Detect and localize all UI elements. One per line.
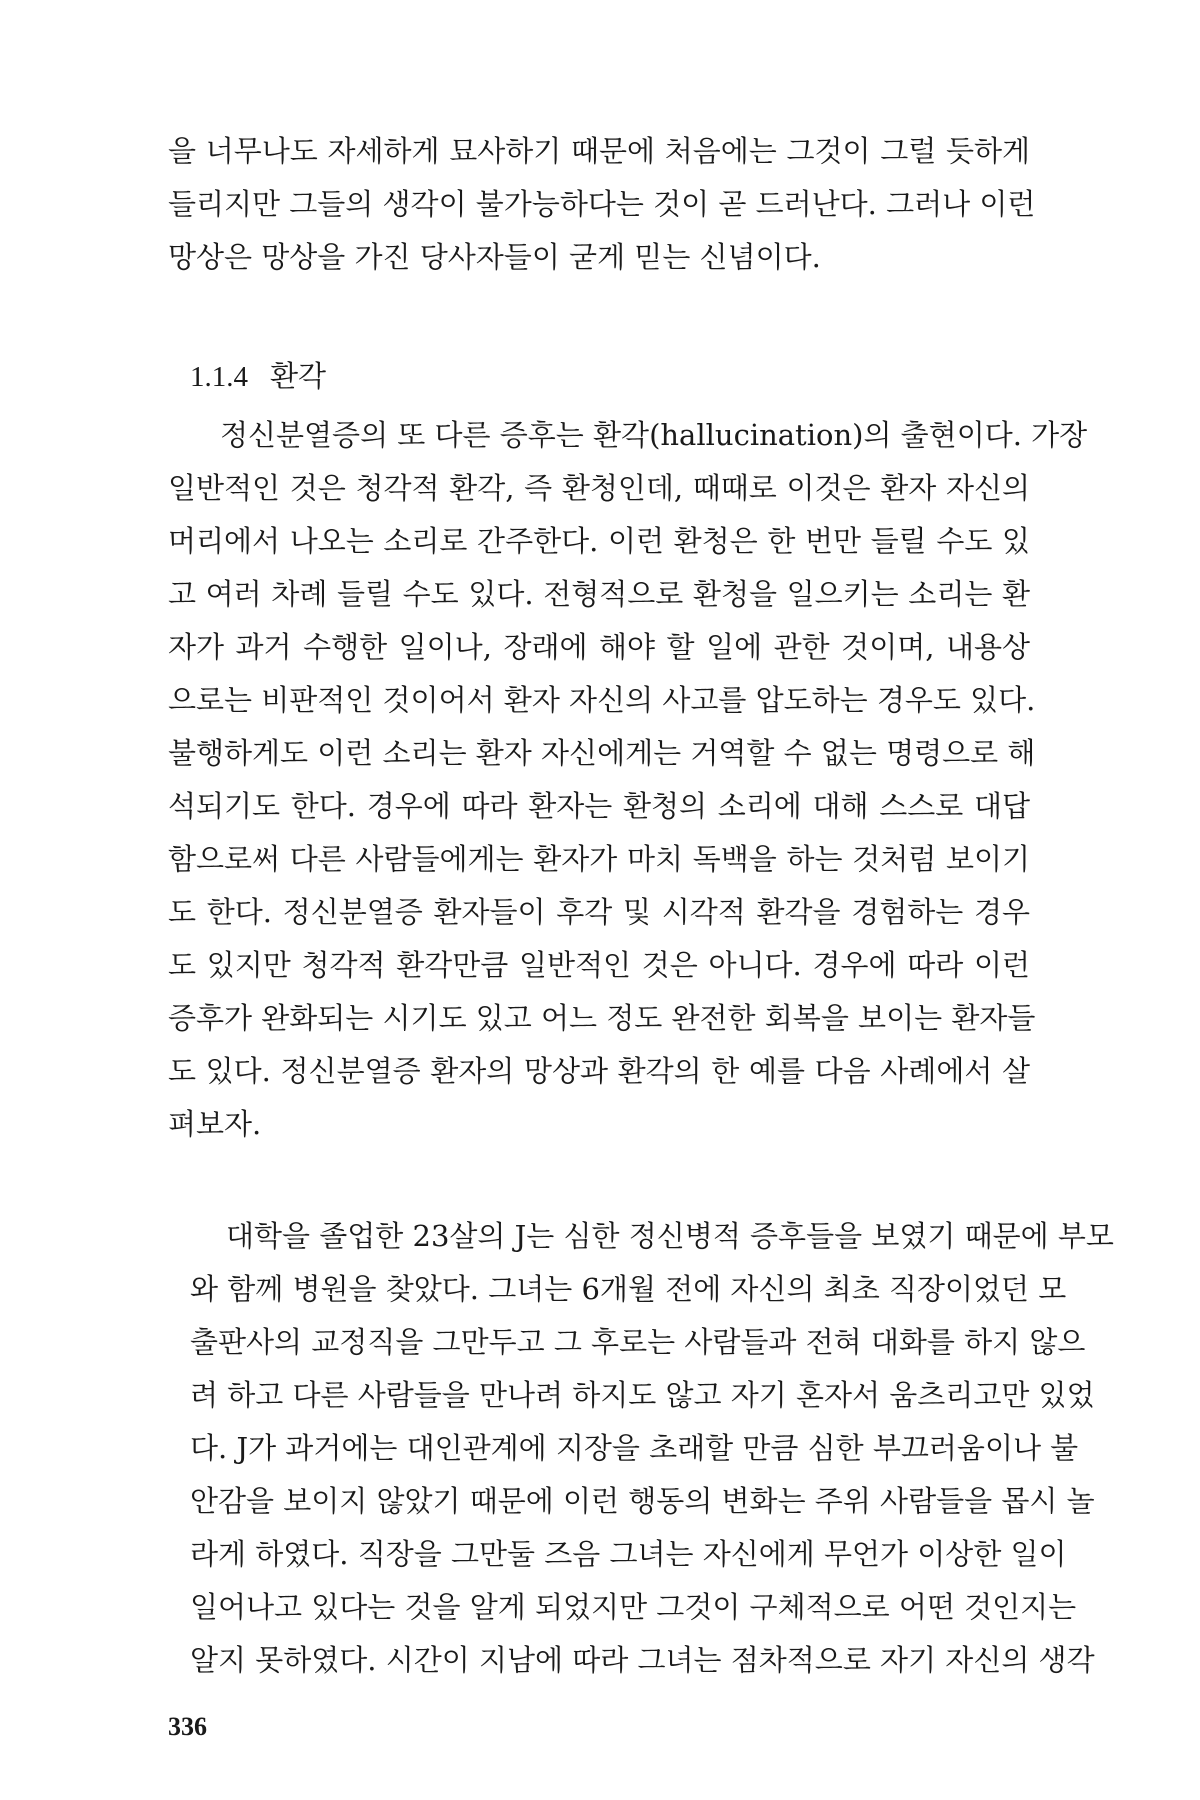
text-line: 고 여러 차례 들릴 수도 있다. 전형적으로 환청을 일으키는 소리는 환 [168,577,1030,611]
text-line: 석되기도 한다. 경우에 따라 환자는 환청의 소리에 대해 스스로 대답 [168,789,1030,823]
text-line: 머리에서 나오는 소리로 간주한다. 이런 환청은 한 번만 들릴 수도 있 [168,524,1030,558]
text-line: 증후가 완화되는 시기도 있고 어느 정도 완전한 회복을 보이는 환자들 [168,1001,1036,1035]
text-line: 들리지만 그들의 생각이 불가능하다는 것이 곧 드러난다. 그러나 이런 [168,187,1036,221]
case-text-line: 출판사의 교정직을 그만두고 그 후로는 사람들과 전혀 대화를 하지 않으 [190,1325,1086,1359]
section-title: 환각 [270,359,327,393]
case-text-line: 대학을 졸업한 23살의 J는 심한 정신병적 증후들을 보였기 때문에 부모 [226,1219,1114,1253]
case-text-line: 일어나고 있다는 것을 알게 되었지만 그것이 구체적으로 어떤 것인지는 [190,1590,1077,1624]
text-line: 정신분열증의 또 다른 증후는 환각(hallucination)의 출현이다. 가장 [220,418,1088,452]
case-text-line: 려 하고 다른 사람들을 만나려 하지도 않고 자기 혼자서 움츠리고만 있었 [190,1378,1095,1412]
text-line: 을 너무나도 자세하게 묘사하기 때문에 처음에는 그것이 그럴 듯하게 [168,134,1030,168]
case-text-line: 와 함께 병원을 찾았다. 그녀는 6개월 전에 자신의 최초 직장이었던 모 [190,1272,1067,1306]
case-text-line: 안감을 보이지 않았기 때문에 이런 행동의 변화는 주위 사람들을 몹시 놀 [190,1484,1095,1518]
text-line: 함으로써 다른 사람들에게는 환자가 마치 독백을 하는 것처럼 보이기 [168,842,1030,876]
text-line: 으로는 비판적인 것이어서 환자 자신의 사고를 압도하는 경우도 있다. [168,683,1036,717]
case-text-line: 라게 하였다. 직장을 그만둘 즈음 그녀는 자신에게 무언가 이상한 일이 [190,1537,1067,1571]
section-number: 1.1.4 [190,361,248,393]
text-line: 펴보자. [168,1107,262,1141]
page-number: 336 [168,1712,207,1741]
case-text-line: 알지 못하였다. 시간이 지남에 따라 그녀는 점차적으로 자기 자신의 생각 [190,1643,1095,1677]
text-line: 도 있지만 청각적 환각만큼 일반적인 것은 아니다. 경우에 따라 이런 [168,948,1030,982]
text-line: 자가 과거 수행한 일이나, 장래에 해야 할 일에 관한 것이며, 내용상 [168,630,1030,664]
text-line: 일반적인 것은 청각적 환각, 즉 환청인데, 때때로 이것은 환자 자신의 [168,471,1030,505]
text-line: 도 한다. 정신분열증 환자들이 후각 및 시각적 환각을 경험하는 경우 [168,895,1030,929]
section-heading [190,353,326,400]
text-line: 불행하게도 이런 소리는 환자 자신에게는 거역할 수 없는 명령으로 해 [168,736,1036,770]
text-line: 망상은 망상을 가진 당사자들이 굳게 믿는 신념이다. [168,240,821,274]
case-text-line: 다. J가 과거에는 대인관계에 지장을 초래할 만큼 심한 부끄러움이나 불 [190,1431,1079,1465]
text-line: 도 있다. 정신분열증 환자의 망상과 환각의 한 예를 다음 사례에서 살 [168,1054,1030,1088]
